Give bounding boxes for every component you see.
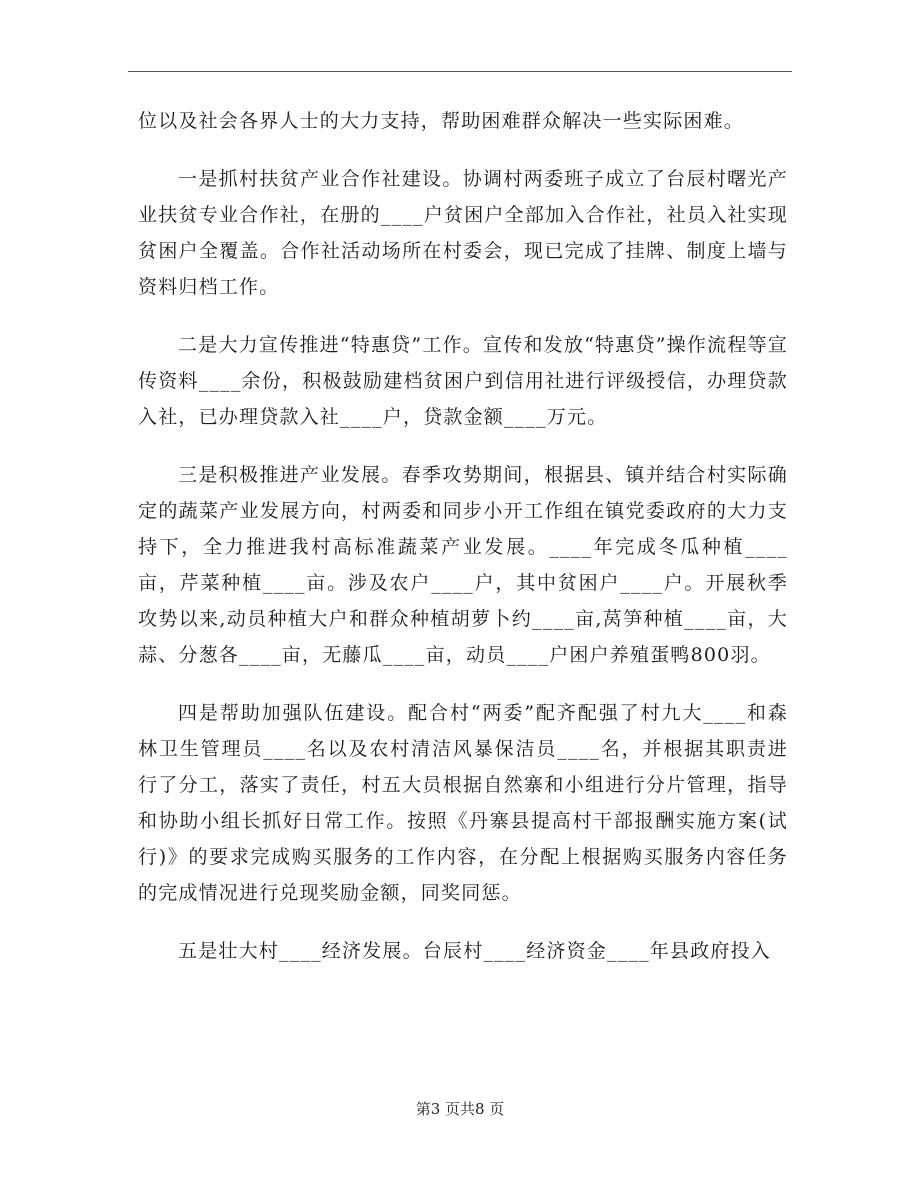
paragraph-team: 四是帮助加强队伍建设。配合村“两委”配齐配强了村九大____和森林卫生管理员____名以及农村清洁风暴保洁员____名，并根据其职责进行了分工，落实了责任，村五大员根据自然寨和小组进行分片管理，指导和协助小组长抓好日常工作。按照《丹寨县提高村干部报酬实施方案(试行)》的要求完成购买服务的工作内容，在分配上根据购买服务内容任务的完成情况进行兑现奖励金额，同奖同惩。: [138, 702, 788, 904]
paragraph-cooperative: 一是抓村扶贫产业合作社建设。协调村两委班子成立了台辰村曙光产业扶贫专业合作社，在册的____户贫困户全部加入合作社，社员入社实现贫困户全覆盖。合作社活动场所在村委会，现已完成了挂牌、制度上墙与资料归档工作。: [138, 168, 788, 298]
page-number: 第3 页共8 页: [415, 1100, 505, 1118]
paragraph-economy: 五是壮大村____经济发展。台辰村____经济资金____年县政府投入: [178, 940, 772, 962]
paragraph-industry: 三是积极推进产业发展。春季攻势期间，根据县、镇并结合村实际确定的蔬菜产业发展方向，村两委和同步小开工作组在镇党委政府的大力支持下，全力推进我村高标准蔬菜产业发展。____年完成冬瓜种植____亩，芹菜种植____亩。涉及农户____户，其中贫困户____户。开展秋季攻势以来,动员种植大户和群众种植胡萝卜约____亩,莴笋种植____亩，大蒜、分葱各____亩，无藤瓜____亩，动员____户困户养殖蛋鸭800羽。: [138, 464, 788, 666]
document-body: [138, 103, 788, 969]
paragraph-loan: 二是大力宣传推进“特惠贷”工作。宣传和发放“特惠贷”操作流程等宣传资料____余份，积极鼓励建档贫困户到信用社进行评级授信，办理贷款入社，已办理贷款入社____户，贷款金额____万元。: [138, 334, 788, 428]
header-rule: [128, 71, 792, 72]
paragraph-continuation: 位以及社会各界人士的大力支持，帮助困难群众解决一些实际困难。: [138, 110, 745, 132]
